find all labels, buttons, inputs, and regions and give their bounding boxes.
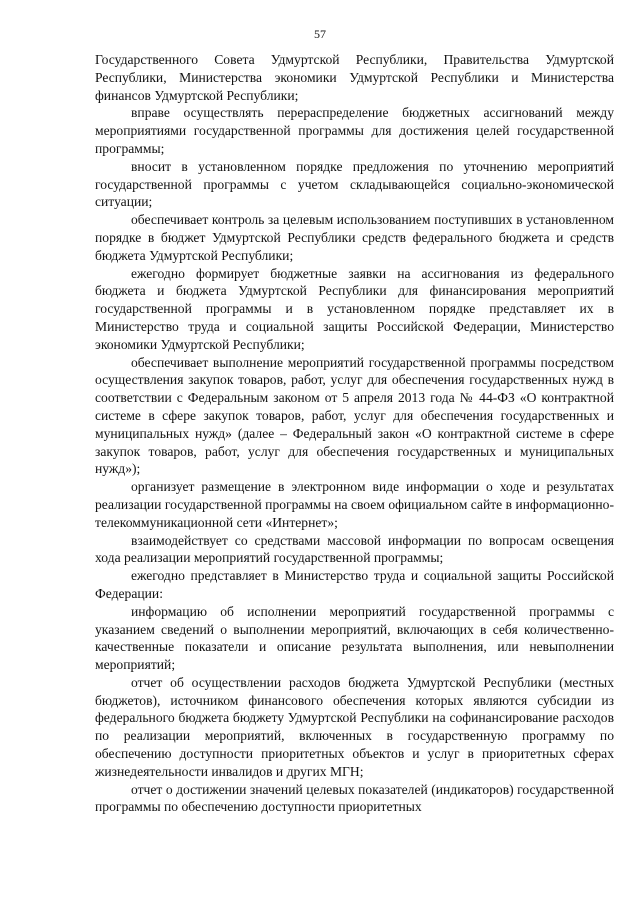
paragraph-proposals: вносит в установленном порядке предложения по уточнению мероприятий государственной программы с учетом складывающейся социально-экономической ситуации; [95,158,614,210]
paragraph-execution-info: информацию об исполнении мероприятий государственной программы с указанием сведений о выполнении мероприятий, включающих в себя количественно-качественные показатели и описание результата выполнения, или невыполнении мероприятий; [95,603,614,673]
paragraph-reallocation: вправе осуществлять перераспределение бюджетных ассигнований между мероприятиями государственной программы для достижения целей государственной программы; [95,105,614,156]
paragraph-procurement: обеспечивает выполнение мероприятий государственной программы посредством осуществления закупок товаров, работ, услуг для обеспечения государственных нужд в соответствии с Федеральным законом от 5 апреля 2013 года № 44-ФЗ «О контрактной системе в сфере закупок товаров, работ, услуг для обеспечения государственных и муниципальных нужд» (далее – Федеральный закон «О контрактной системе в сфере закупок товаров, работ, услуг для обеспечения государственных и муниципальных нужд»); [95,354,614,477]
document-body [95,51,614,816]
paragraph-control: обеспечивает контроль за целевым использованием поступивших в установленном порядке в бюджет Удмуртской Республики средств федерального бюджета и средств бюджета Удмуртской Республики; [95,212,614,263]
paragraph-budget-requests: ежегодно формирует бюджетные заявки на ассигнования из федерального бюджета и бюджета Удмуртской Республики для финансирования мероприятий государственной программы и в установленном порядке представляет их в Министерство труда и социальной защиты Российской Федерации, Министерство экономики Удмуртской Республики; [95,265,614,352]
paragraph-internet-publication: организует размещение в электронном виде информации о ходе и результатах реализации государственной программы на своем официальном сайте в информационно-телекоммуникационной сети «Интернет»; [95,479,614,530]
paragraph-expenditure-report: отчет об осуществлении расходов бюджета Удмуртской Республики (местных бюджетов), источником финансового обеспечения которых являются субсидии из федерального бюджета бюджету Удмуртской Республики на софинансирование расходов по реализации мероприятий, включенных в государственную программу по обеспечению доступности приоритетных объектов и услуг в приоритетных сферах жизнедеятельности инвалидов и других МГН; [95,674,614,779]
paragraph-continuation: Государственного Совета Удмуртской Республики, Правительства Удмуртской Республики, Министерства экономики Удмуртской Республики и Министерства финансов Удмуртской Республики; [95,52,614,103]
paragraph-indicators-report: отчет о достижении значений целевых показателей (индикаторов) государственной программы по обеспечению доступности приоритетных [95,781,614,815]
paragraph-annual-reporting: ежегодно представляет в Министерство труда и социальной защиты Российской Федерации: [95,568,614,601]
page-number: 57 [314,27,326,41]
paragraph-mass-media: взаимодействует со средствами массовой информации по вопросам освещения хода реализации мероприятий государственной программы; [95,532,614,566]
